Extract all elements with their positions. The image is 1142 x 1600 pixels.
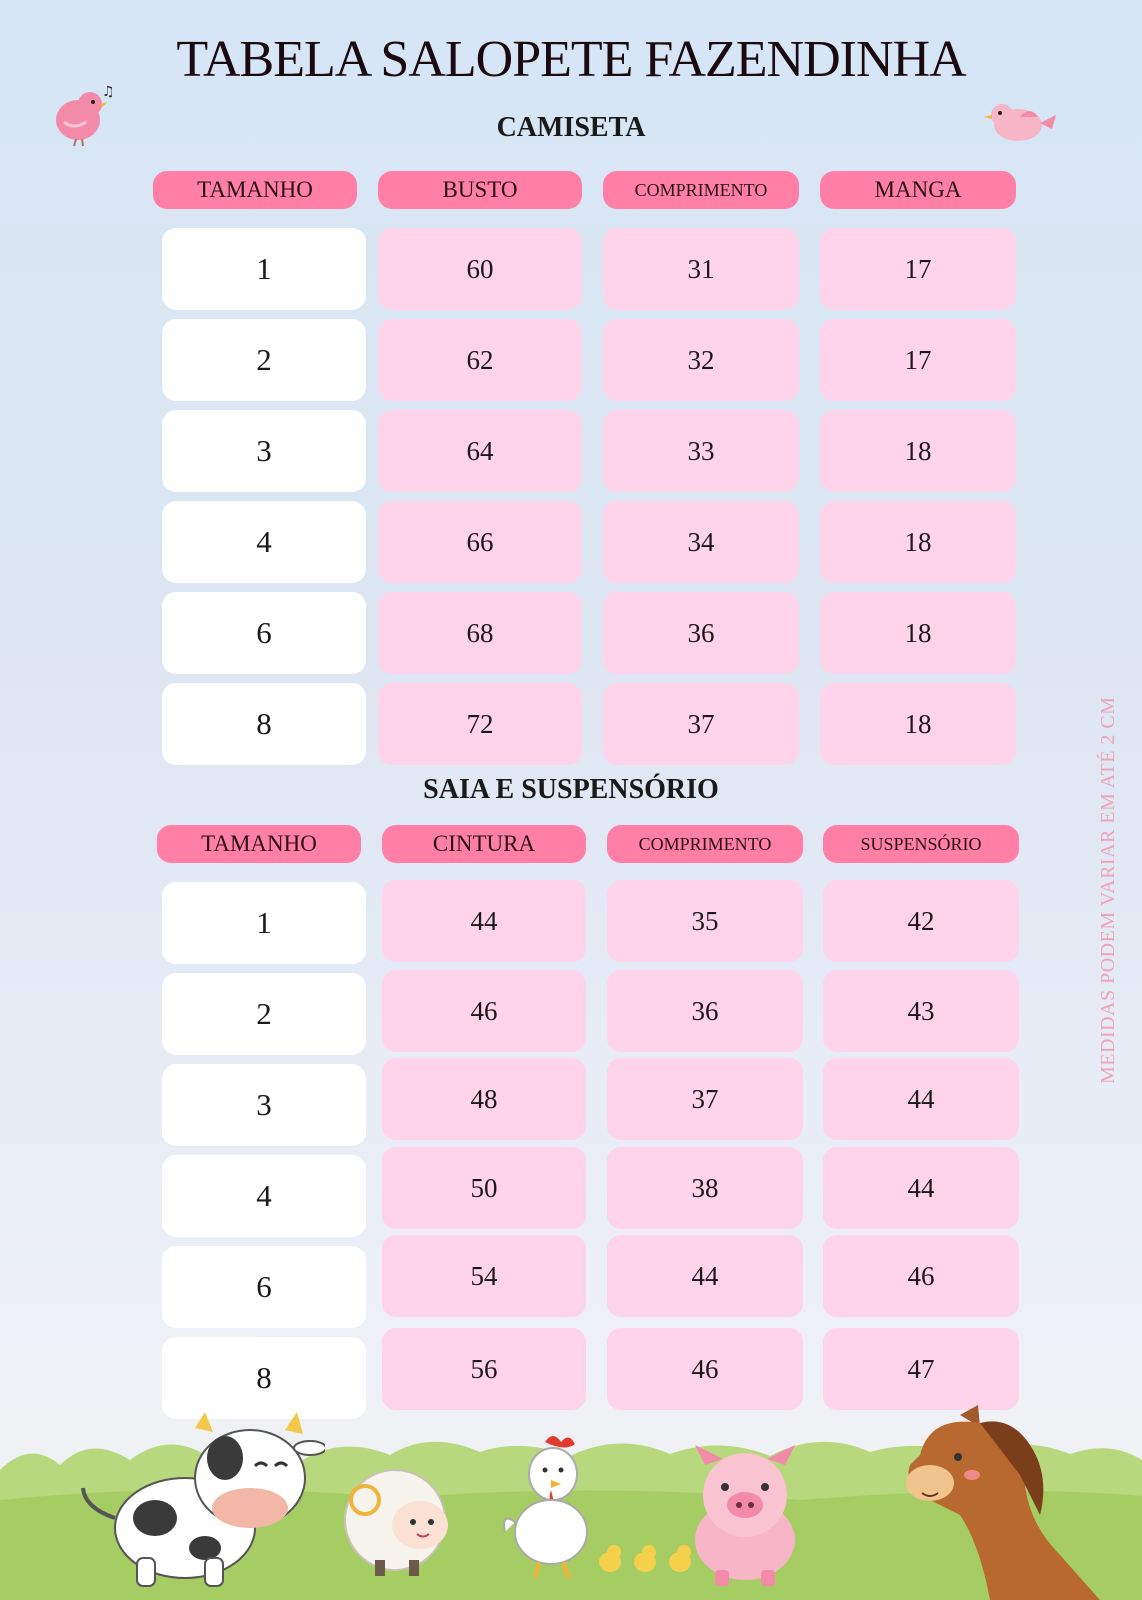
horse-icon (900, 1405, 1142, 1600)
camiseta-manga-cell: 18 (820, 410, 1016, 492)
camiseta-header-comprimento: COMPRIMENTO (603, 171, 799, 209)
camiseta-busto-cell: 64 (378, 410, 582, 492)
camiseta-busto-cell: 66 (378, 501, 582, 583)
camiseta-busto-cell: 60 (378, 228, 582, 310)
camiseta-manga-cell: 18 (820, 501, 1016, 583)
saia-tamanho-cell: 2 (162, 973, 366, 1055)
saia-header-suspensorio: SUSPENSÓRIO (823, 825, 1019, 863)
camiseta-comprimento-cell: 37 (603, 683, 799, 765)
rooster-icon (495, 1432, 605, 1582)
saia-title: SAIA E SUSPENSÓRIO (423, 774, 719, 805)
camiseta-comprimento-cell: 36 (603, 592, 799, 674)
saia-cintura-cell: 56 (382, 1328, 586, 1410)
pig-icon (675, 1445, 815, 1590)
camiseta-busto-cell: 72 (378, 683, 582, 765)
saia-suspensorio-cell: 44 (823, 1058, 1019, 1140)
saia-comprimento-cell: 37 (607, 1058, 803, 1140)
camiseta-busto-cell: 68 (378, 592, 582, 674)
saia-suspensorio-cell: 43 (823, 970, 1019, 1052)
camiseta-manga-cell: 17 (820, 228, 1016, 310)
camiseta-manga-cell: 18 (820, 592, 1016, 674)
svg-text:♫: ♫ (102, 84, 115, 100)
saia-comprimento-cell: 35 (607, 880, 803, 962)
camiseta-tamanho-cell: 2 (162, 319, 366, 401)
cow-icon (75, 1408, 325, 1588)
camiseta-manga-cell: 18 (820, 683, 1016, 765)
saia-header-tamanho: TAMANHO (157, 825, 361, 863)
camiseta-tamanho-cell: 8 (162, 683, 366, 765)
saia-header-comprimento: COMPRIMENTO (607, 825, 803, 863)
camiseta-comprimento-cell: 34 (603, 501, 799, 583)
camiseta-tamanho-cell: 4 (162, 501, 366, 583)
saia-tamanho-cell: 3 (162, 1064, 366, 1146)
saia-tamanho-cell: 8 (162, 1337, 366, 1419)
saia-cintura-cell: 48 (382, 1058, 586, 1140)
saia-suspensorio-cell: 47 (823, 1328, 1019, 1410)
camiseta-manga-cell: 17 (820, 319, 1016, 401)
camiseta-busto-cell: 62 (378, 319, 582, 401)
saia-comprimento-cell: 38 (607, 1147, 803, 1229)
camiseta-comprimento-cell: 32 (603, 319, 799, 401)
camiseta-comprimento-cell: 33 (603, 410, 799, 492)
camiseta-tamanho-cell: 3 (162, 410, 366, 492)
side-note: MEDIDAS PODEM VARIAR EM ATÉ 2 CM (1097, 696, 1119, 1084)
page-title: TABELA SALOPETE FAZENDINHA (176, 31, 966, 88)
saia-suspensorio-cell: 42 (823, 880, 1019, 962)
saia-tamanho-cell: 6 (162, 1246, 366, 1328)
saia-suspensorio-cell: 46 (823, 1235, 1019, 1317)
saia-comprimento-cell: 44 (607, 1235, 803, 1317)
saia-cintura-cell: 46 (382, 970, 586, 1052)
camiseta-tamanho-cell: 1 (162, 228, 366, 310)
camiseta-comprimento-cell: 31 (603, 228, 799, 310)
camiseta-tamanho-cell: 6 (162, 592, 366, 674)
saia-cintura-cell: 50 (382, 1147, 586, 1229)
saia-tamanho-cell: 1 (162, 882, 366, 964)
camiseta-header-busto: BUSTO (378, 171, 582, 209)
saia-suspensorio-cell: 44 (823, 1147, 1019, 1229)
saia-cintura-cell: 54 (382, 1235, 586, 1317)
camiseta-header-manga: MANGA (820, 171, 1016, 209)
camiseta-title: CAMISETA (496, 112, 646, 143)
camiseta-header-tamanho: TAMANHO (153, 171, 357, 209)
saia-comprimento-cell: 46 (607, 1328, 803, 1410)
saia-cintura-cell: 44 (382, 880, 586, 962)
sheep-icon (335, 1460, 465, 1580)
saia-header-cintura: CINTURA (382, 825, 586, 863)
saia-tamanho-cell: 4 (162, 1155, 366, 1237)
saia-comprimento-cell: 36 (607, 970, 803, 1052)
